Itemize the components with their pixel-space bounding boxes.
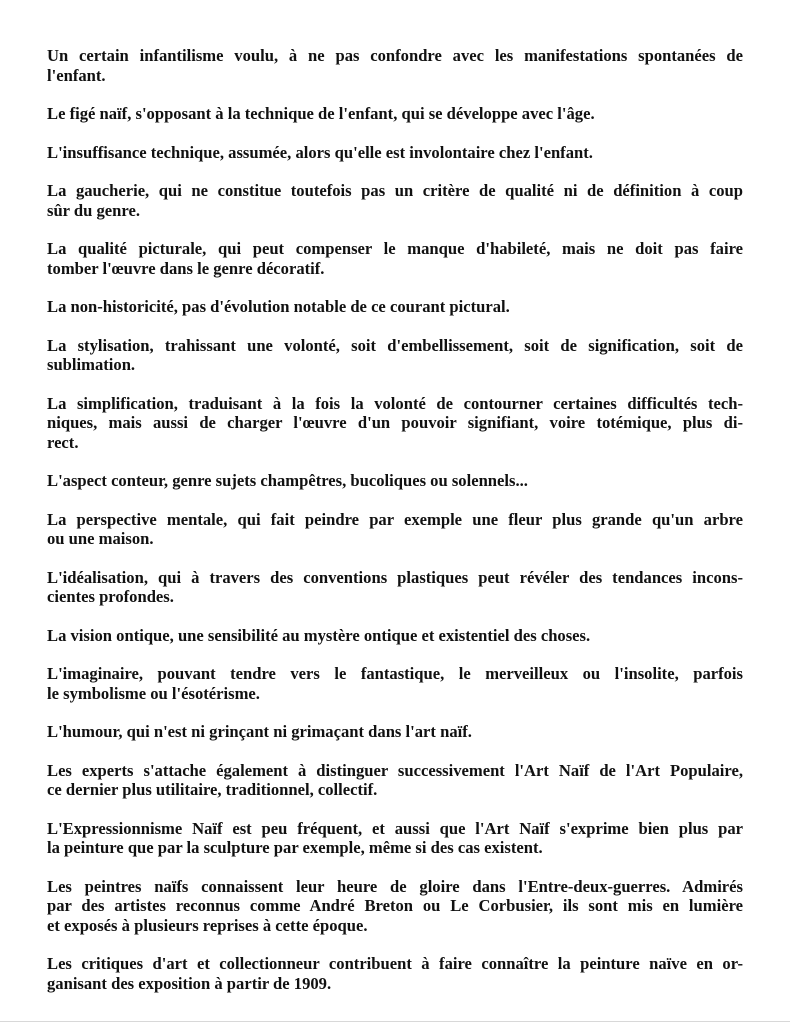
paragraph-line: L'humour, qui n'est ni grinçant ni grimaçant dans l'art naïf. (47, 722, 472, 741)
paragraph (47, 104, 743, 124)
paragraph-line: cientes profondes. (47, 587, 174, 606)
paragraph-line: L'idéalisation, qui à travers des conventions plastiques peut révéler des tendances incons- (47, 567, 743, 587)
paragraph (47, 761, 743, 800)
paragraph-line: La perspective mentale, qui fait peindre par exemple une fleur plus grande qu'un arbre (47, 509, 743, 529)
paragraph-line: et exposés à plusieurs reprises à cette époque. (47, 915, 368, 935)
paragraph (47, 181, 743, 220)
paragraph-line: La qualité picturale, qui peut compenser le manque d'habileté, mais ne doit pas faire (47, 239, 743, 258)
paragraph-line: La gaucherie, qui ne constitue toutefois pas un critère de qualité ni de définition à coup (47, 181, 743, 200)
paragraph-line: Les experts s'attache également à distinguer successivement l'Art Naïf de l'Art Populaire, (47, 760, 743, 780)
paragraph-line: L'aspect conteur, genre sujets champêtres, bucoliques ou solennels... (47, 471, 528, 490)
paragraph-line: L'insuffisance technique, assumée, alors qu'elle est involontaire chez l'enfant. (47, 142, 593, 162)
paragraph-line: La stylisation, trahissant une volonté, soit d'embellissement, soit de signification, soit de (47, 335, 743, 355)
paragraph-line: ganisant des exposition à partir de 1909. (47, 973, 332, 993)
paragraph-line: niques, mais aussi de charger l'œuvre d'un pouvoir signifiant, voire totémique, plus di- (47, 413, 743, 432)
paragraph (47, 239, 743, 278)
paragraph (47, 46, 743, 85)
paragraph-line: L'Expressionnisme Naïf est peu fréquent, et aussi que l'Art Naïf s'exprime bien plus par (47, 818, 743, 838)
document-page (47, 46, 743, 1012)
paragraph-line: L'imaginaire, pouvant tendre vers le fantastique, le merveilleux ou l'insolite, parfois (47, 664, 743, 683)
paragraph-line: La simplification, traduisant à la fois la volonté de contourner certaines difficultés tech- (47, 393, 743, 413)
paragraph (47, 297, 743, 317)
paragraph-line: la peinture que par la sculpture par exemple, même si des cas existent. (47, 838, 543, 857)
paragraph-line: ce dernier plus utilitaire, traditionnel, collectif. (47, 780, 378, 799)
paragraph-line: sublimation. (47, 355, 136, 374)
paragraph-line: La vision ontique, une sensibilité au mystère ontique et existentiel des choses. (47, 625, 591, 645)
paragraph-line: Les critiques d'art et collectionneur contribuent à faire connaître la peinture naïve en or- (47, 954, 743, 973)
page-bottom-edge (0, 1021, 790, 1022)
paragraph-line: sûr du genre. (47, 200, 140, 220)
paragraph (47, 819, 743, 858)
paragraph (47, 568, 743, 607)
paragraph (47, 722, 743, 742)
paragraph (47, 471, 743, 491)
paragraph-line: par des artistes reconnus comme André Breton ou Le Corbusier, ils sont mis en lumière (47, 896, 743, 915)
paragraph-line: Un certain infantilisme voulu, à ne pas confondre avec les manifestations spontanées de (47, 46, 743, 65)
paragraph (47, 664, 743, 703)
paragraph (47, 626, 743, 646)
paragraph (47, 394, 743, 453)
paragraph (47, 143, 743, 163)
paragraph-line: ou une maison. (47, 529, 154, 548)
paragraph (47, 336, 743, 375)
paragraph-line: La non-historicité, pas d'évolution notable de ce courant pictural. (47, 297, 510, 316)
paragraph (47, 510, 743, 549)
paragraph-line: tomber l'œuvre dans le genre décoratif. (47, 258, 325, 278)
paragraph-line: Le figé naïf, s'opposant à la technique de l'enfant, qui se développe avec l'âge. (47, 104, 595, 123)
paragraph (47, 877, 743, 936)
paragraph-line: l'enfant. (47, 65, 106, 85)
paragraph (47, 954, 743, 993)
paragraph-line: rect. (47, 432, 79, 452)
paragraph-line: Les peintres naïfs connaissent leur heure de gloire dans l'Entre-deux-guerres. Admirés (47, 876, 743, 896)
paragraph-line: le symbolisme ou l'ésotérisme. (47, 683, 260, 703)
